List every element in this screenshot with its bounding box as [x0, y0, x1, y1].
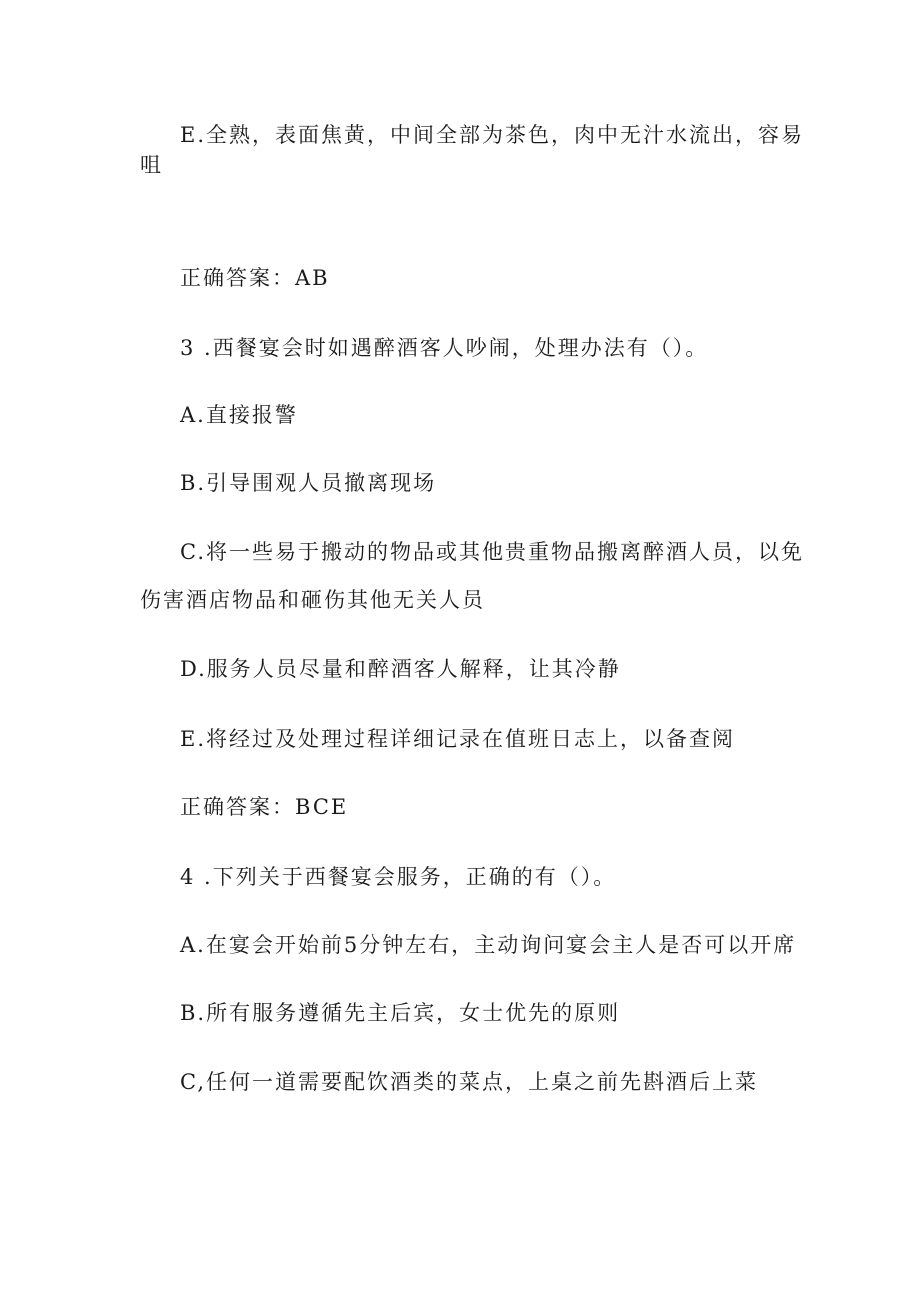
q2-option-e-line2: 咀: [140, 153, 163, 177]
q3-option-d: D.服务人员尽量和醉酒客人解释，让其冷静: [180, 657, 621, 681]
q4-option-a: A.在宴会开始前5分钟左右，主动询问宴会主人是否可以开席: [180, 933, 797, 957]
q3-option-b: B.引导围观人员撤离现场: [180, 471, 437, 495]
q3-stem: 3 .西餐宴会时如遇醉酒客人吵闹，处理办法有（）。: [180, 336, 709, 360]
q3-option-a: A.直接报警: [180, 403, 298, 427]
q3-answer: 正确答案：BCE: [180, 795, 349, 819]
q4-option-b: B.所有服务遵循先主后宾，女士优先的原则: [180, 1001, 621, 1025]
q3-option-c-line2: 伤害酒店物品和砸伤其他无关人员: [140, 588, 485, 612]
q2-option-e-line1: E.全熟，表面焦黄，中间全部为茶色，肉中无汁水流出，容易: [180, 123, 805, 147]
q2-answer: 正确答案：AB: [180, 266, 330, 290]
q4-stem: 4 .下列关于西餐宴会服务，正确的有（）。: [180, 865, 617, 889]
q3-option-e: E.将经过及处理过程详细记录在值班日志上，以备查阅: [180, 727, 736, 751]
q4-option-c: C,任何一道需要配饮酒类的菜点，上桌之前先斟酒后上菜: [180, 1070, 758, 1094]
q3-option-c-line1: C.将一些易于搬动的物品或其他贵重物品搬离醉酒人员，以免: [180, 540, 804, 564]
